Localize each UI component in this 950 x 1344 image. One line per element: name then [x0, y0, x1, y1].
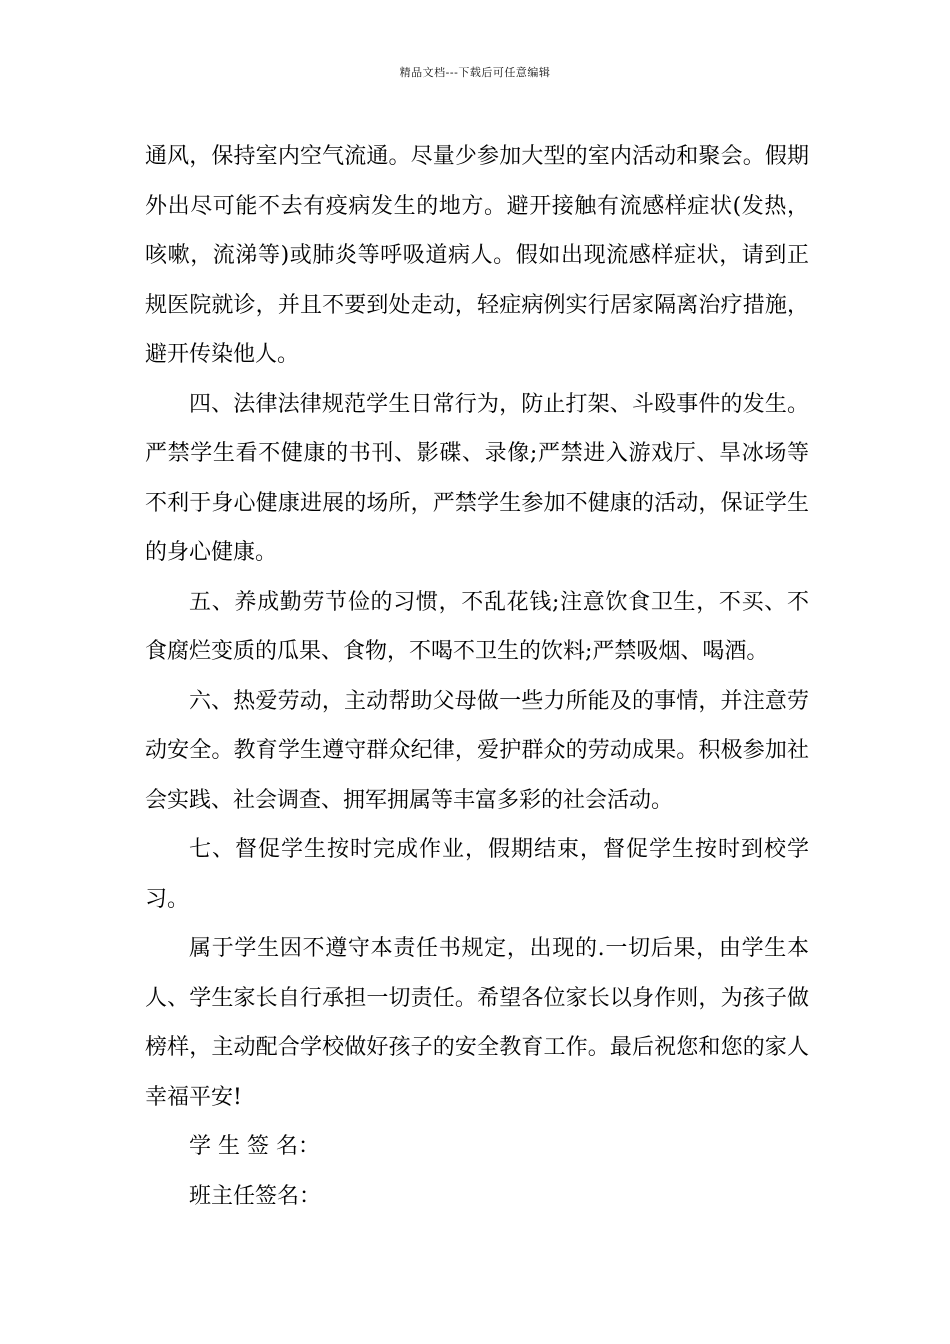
paragraph-health: 通风，保持室内空气流通。尽量少参加大型的室内活动和聚会。假期外出尽可能不去有疫病发生的地方。避开接触有流感样症状(发热，咳嗽，流涕等)或肺炎等呼吸道病人。假如出现流感样症状，请到正规医院就诊，并且不要到处走动，轻症病例实行居家隔离治疗措施，避开传染他人。: [145, 144, 809, 367]
student-signature-label: 学 生 签 名：: [189, 1134, 320, 1159]
paragraph-seven-homework: 七、督促学生按时完成作业，假期结束，督促学生按时到校学习。: [145, 837, 809, 912]
paragraph-responsibility: 属于学生因不遵守本责任书规定，出现的.一切后果，由学生本人、学生家长自行承担一切责任。希望各位家长以身作则，为孩子做榜样，主动配合学校做好孩子的安全教育工作。最后祝您和您的家人幸福平安!: [145, 936, 809, 1110]
teacher-signature-label: 班主任签名：: [189, 1183, 322, 1209]
paragraph-four-behavior: 四、法律法律规范学生日常行为，防止打架、斗殴事件的发生。严禁学生看不健康的书刊、影碟、录像;严禁进入游戏厅、旱冰场等不利于身心健康进展的场所，严禁学生参加不健康的活动，保证学生的身心健康。: [145, 391, 809, 565]
document-body: [145, 132, 809, 1221]
paragraph-five-thrift: 五、养成勤劳节俭的习惯，不乱花钱;注意饮食卫生，不买、不食腐烂变质的瓜果、食物，不喝不卫生的饮料;严禁吸烟、喝酒。: [145, 589, 809, 664]
page-header: 精品文档---下载后可任意编辑: [399, 66, 551, 79]
paragraph-six-labor: 六、热爱劳动，主动帮助父母做一些力所能及的事情，并注意劳动安全。教育学生遵守群众纪律，爱护群众的劳动成果。积极参加社会实践、社会调查、拥军拥属等丰富多彩的社会活动。: [145, 688, 809, 813]
